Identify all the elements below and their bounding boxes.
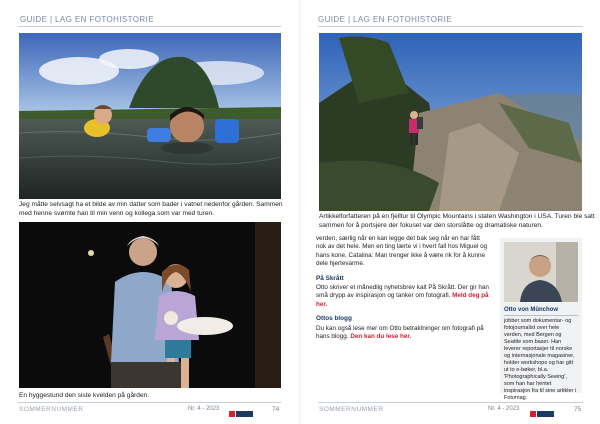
article-body	[316, 235, 490, 347]
head-rule-right	[318, 26, 583, 27]
paragraph-pa-skratt	[316, 284, 490, 309]
newsletter-signup-link[interactable]: Meld deg på her.	[316, 292, 489, 308]
heading-pa-skratt: På Skrått	[316, 274, 344, 282]
caption-evening-photo: En hyggestund den siste kvelden på gården.	[19, 392, 150, 399]
fotomag-logo-left	[229, 405, 253, 413]
page-number-left: 74	[272, 406, 280, 413]
running-head-right: GUIDE | LAG EN FOTOHISTORIE	[318, 15, 452, 24]
blog-link[interactable]: Den kan du lese her.	[350, 333, 412, 341]
footer-label-right: SOMMERNUMMER	[319, 406, 384, 413]
footer-issue-left: Nr. 4 - 2023	[188, 406, 220, 412]
head-rule-left	[18, 26, 281, 27]
heading-ottos-blogg: Ottos blogg	[316, 315, 352, 323]
body-paragraph-intro: verden, særlig når en kan legge det bak seg når en har fått nok av det hele. Men en ting lærte vi i hvert fall hos Miguel og hans kone, Catalina: Man trenger ikke å være rik for å kunne dele hjertevarme.	[316, 235, 488, 268]
page-number-right: 75	[574, 406, 582, 413]
paragraph-ottos-blogg	[316, 325, 490, 342]
author-bio: jobber som dokumentar- og fotojournalist over hele verden, med Bergen og Seattle som baser. Han leverer reportasjer til norske og internasjonale magasiner, holder workshops og har gitt ut to e-bøker, bl.a. 'Photographically Seeing', som han har hentet inspirasjon fra til sine artikler i Fotomag.	[504, 318, 577, 401]
author-name: Otto von Münchow	[504, 307, 578, 316]
text-pa-skratt: Otto skriver et månedlig nyhetsbrev kalt På Skrått. Der gir han små drypp av inspirasjon og tanker om fotografi.	[316, 284, 489, 300]
footer-rule-right	[318, 402, 583, 403]
running-head-left: GUIDE | LAG EN FOTOHISTORIE	[20, 15, 154, 24]
author-portrait	[504, 242, 578, 302]
footer-label-left: SOMMERNUMMER	[19, 406, 84, 413]
evening-grandfather-photo	[19, 222, 281, 388]
caption-mountain-photo: Artikkelforfatteren på en fjelltur til Olympic Mountains i staten Washington i USA. Turen ble satt sammen for å portsjere der fokuset var den storslåtte og dramatiske naturen.	[319, 213, 595, 229]
footer-rule-left	[18, 402, 281, 403]
caption-lake-photo: Jeg måtte selvsagt ha et bilde av min datter som bader i vatnet nedenfor gården. Sammen med henne svømte han til min venn og kollega som var med turen.	[19, 201, 283, 217]
author-sidebar	[500, 238, 582, 401]
footer-issue-right: Nr. 4 - 2023	[488, 406, 520, 412]
lake-swimming-photo	[19, 33, 281, 199]
fotomag-logo-right	[530, 405, 554, 413]
text-ottos-blogg: Du kan også lese mer om Otto betraktninger om fotografi på hans blogg.	[316, 324, 484, 341]
mountain-hiker-photo	[319, 33, 582, 211]
